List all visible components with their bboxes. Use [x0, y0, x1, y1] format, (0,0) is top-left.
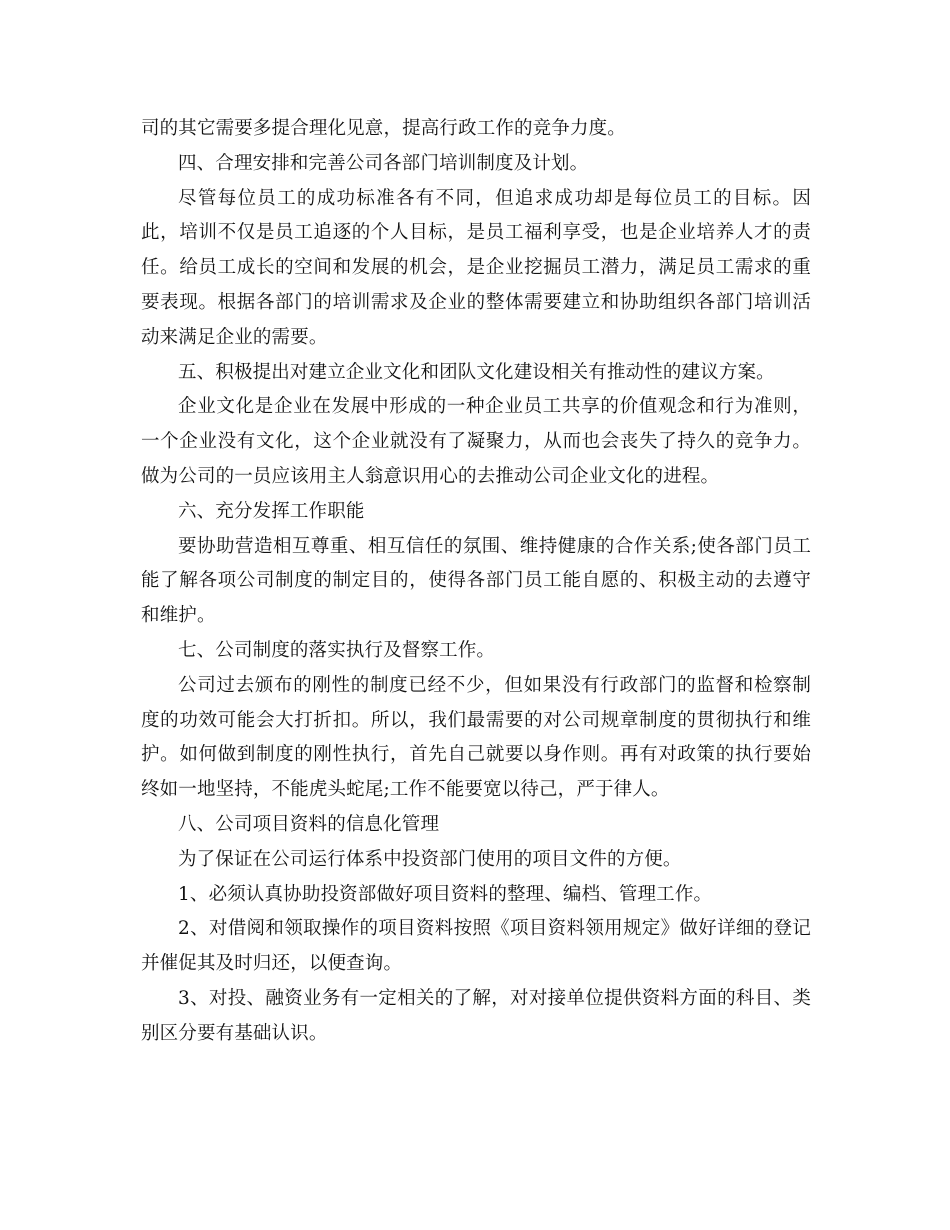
section-heading-6: 六、充分发挥工作职能: [178, 500, 365, 522]
list-item-1: 1、必须认真协助投资部做好项目资料的整理、编档、管理工作。: [178, 883, 713, 905]
paragraph-culture: 企业文化是企业在发展中形成的一种企业员工共享的价值观念和行为准则，一个企业没有文化，这个企业就没有了凝聚力，从而也会丧失了持久的竞争力。做为公司的一员应该用主人翁意识用心的去推动公司企业文化的进程。: [141, 396, 811, 487]
section-heading-8: 八、公司项目资料的信息化管理: [178, 813, 440, 835]
paragraph-functions: 要协助营造相互尊重、相互信任的氛围、维持健康的合作关系;使各部门员工能了解各项公司制度的制定目的，使得各部门员工能自愿的、积极主动的去遵守和维护。: [141, 535, 811, 627]
list-item-3: 3、对投、融资业务有一定相关的了解，对对接单位提供资料方面的科目、类别区分要有基础认识。: [141, 987, 811, 1044]
list-item-2: 2、对借阅和领取操作的项目资料按照《项目资料领用规定》做好详细的登记并催促其及时归还，以便查询。: [141, 918, 811, 975]
paragraph-training: 尽管每位员工的成功标准各有不同，但追求成功却是每位员工的目标。因此，培训不仅是员工追逐的个人目标，是员工福利享受，也是企业培养人才的责任。给员工成长的空间和发展的机会，是企业挖掘员工潜力，满足员工需求的重要表现。根据各部门的培训需求及企业的整体需要建立和协助组织各部门培训活动来满足企业的需要。: [141, 187, 811, 348]
paragraph-enforcement: 公司过去颁布的刚性的制度已经不少，但如果没有行政部门的监督和检察制度的功效可能会大打折扣。所以，我们最需要的对公司规章制度的贯彻执行和维护。如何做到制度的刚性执行，首先自己就要以身作则。再有对政策的执行要始终如一地坚持，不能虎头蛇尾;工作不能要宽以待己，严于律人。: [141, 674, 811, 801]
section-heading-5: 五、积极提出对建立企业文化和团队文化建设相关有推动性的建议方案。: [178, 361, 775, 383]
document-body: [141, 112, 811, 1052]
paragraph-project-docs: 为了保证在公司运行体系中投资部门使用的项目文件的方便。: [178, 848, 682, 870]
paragraph-continuation: 司的其它需要多提合理化见意，提高行政工作的竞争力度。: [141, 118, 626, 139]
section-heading-4: 四、合理安排和完善公司各部门培训制度及计划。: [178, 152, 589, 174]
section-heading-7: 七、公司制度的落实执行及督察工作。: [178, 639, 496, 661]
